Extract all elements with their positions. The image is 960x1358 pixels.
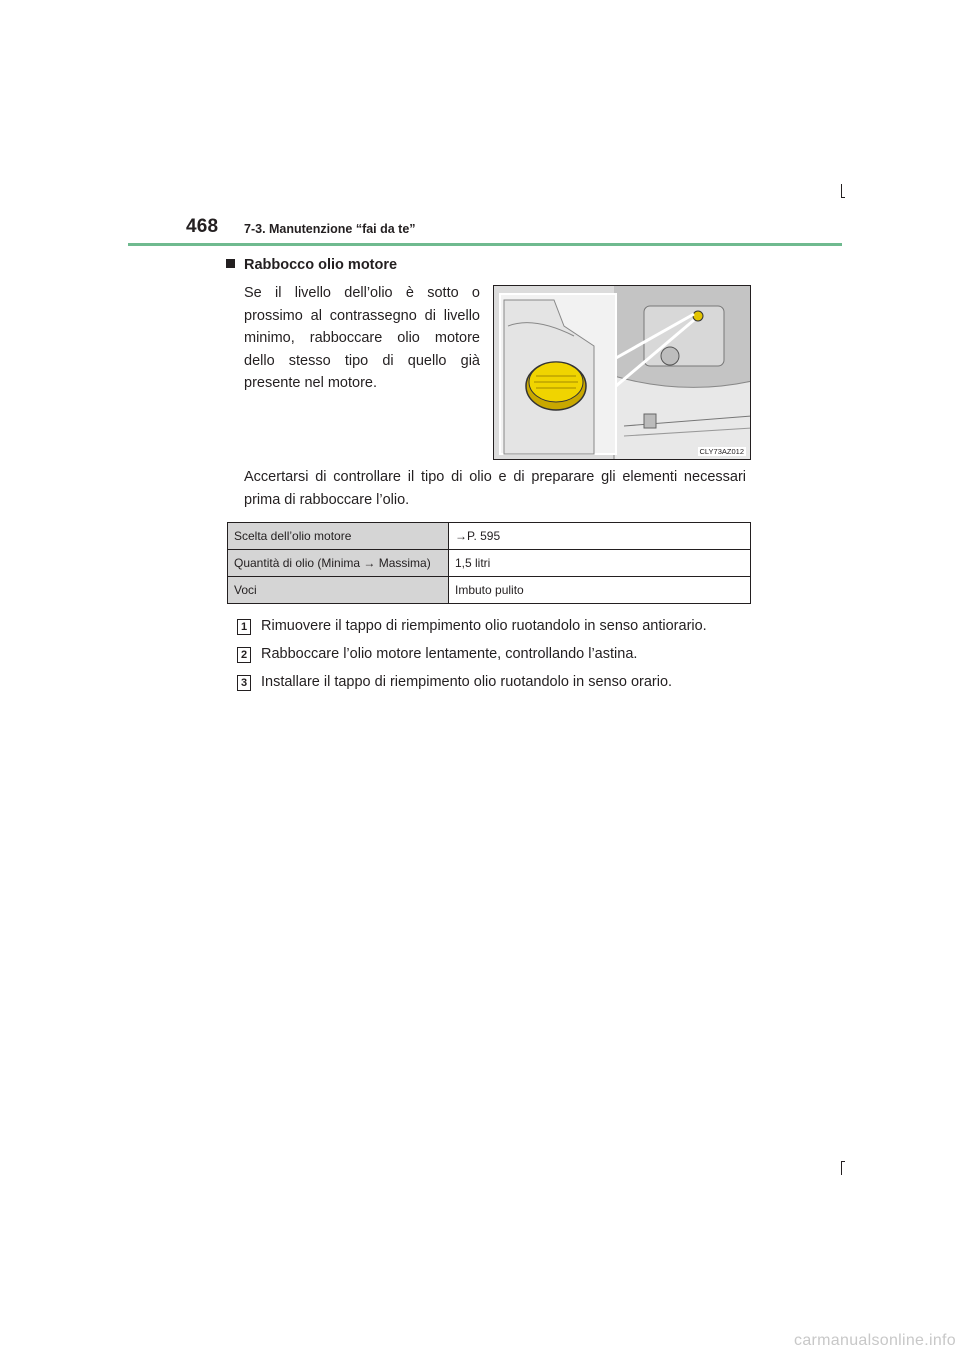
intro-paragraph: Se il livello dell’olio è sotto o prossimo al contrassegno di livello minimo, rabboccare olio motore dello stesso tipo di quello già presente nel motore. (244, 285, 480, 391)
page-number: 468 (186, 216, 219, 237)
table-row (228, 577, 751, 604)
step-text: Rimuovere il tappo di riempimento olio ruotandolo in senso antiorario. (261, 618, 707, 634)
step-number-badge: 2 (237, 647, 251, 663)
table-value-cell: 1,5 litri (449, 550, 751, 577)
header-rule (128, 243, 842, 246)
step-text: Rabboccare l’olio motore lentamente, controllando l’astina. (261, 646, 638, 662)
watermark: carmanualsonline.info (794, 1332, 956, 1349)
figure-code: CLY73AZ012 (699, 447, 744, 456)
crop-mark-top (841, 184, 842, 198)
heading-text: Rabbocco olio motore (244, 257, 398, 273)
engine-illustration (493, 285, 751, 460)
step-number-badge: 3 (237, 675, 251, 691)
table-value-cell: →P. 595 (449, 523, 751, 550)
table-row (228, 523, 751, 550)
preparation-paragraph: Accertarsi di controllare il tipo di olio e di preparare gli elementi necessari prima di rabboccare l’olio. (244, 469, 746, 508)
section-heading (226, 257, 397, 273)
table-label-cell: Voci (228, 577, 449, 604)
table-label-cell: Quantità di olio (Minima → Massima) (228, 550, 449, 577)
table-value-cell: Imbuto pulito (449, 577, 751, 604)
table-label-cell: Scelta dell’olio motore (228, 523, 449, 550)
crop-mark-bottom (841, 1161, 842, 1175)
section-title: 7-3. Manutenzione “fai da te” (244, 222, 416, 236)
table-row (228, 550, 751, 577)
oil-info-table (227, 522, 751, 604)
step-number-badge: 1 (237, 619, 251, 635)
step-text: Installare il tappo di riempimento olio ruotandolo in senso orario. (261, 674, 673, 690)
square-bullet-icon (226, 259, 235, 268)
engine-bay-drawing (494, 286, 751, 460)
